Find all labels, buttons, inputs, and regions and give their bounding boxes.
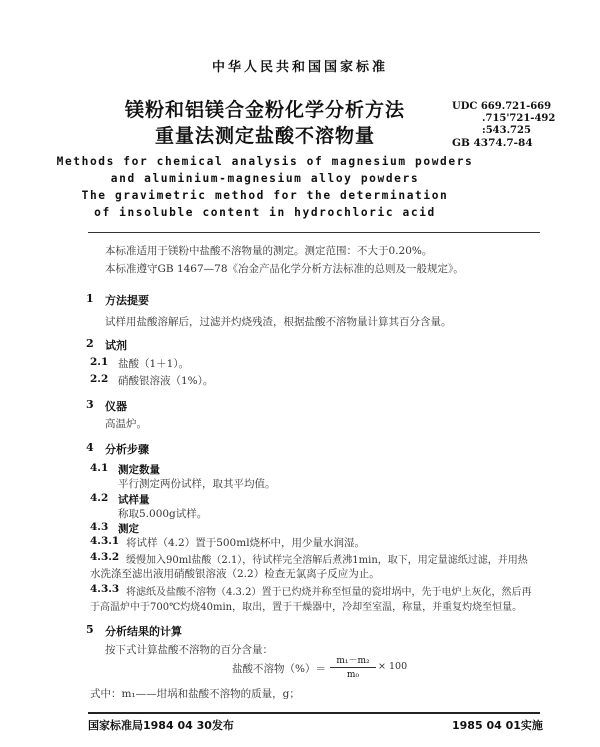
national-standard-heading: 中华人民共和国国家标准 [211,60,388,75]
sub-4-3-number: 4.3 [90,521,109,533]
sub-4-3-1-number: 4.3.1 [90,535,120,547]
header-divider [88,232,540,233]
formula-denominator: m₀ [346,670,360,680]
section3-text: 高温炉。 [105,418,147,430]
sub-4-2-title: 试样量 [118,494,150,506]
sub-4-3-1-text: 将试样（4.2）置于500ml烧杯中，用少量水润湿。 [126,537,366,549]
sub-4-3-2-line1: 缓慢加入90ml盐酸（2.1），待试样完全溶解后煮沸1min，取下，用定量滤纸过滤，并用热 [126,555,528,566]
udc-code-2: .715'721-492 [482,113,556,124]
section2-number: 2 [86,337,94,350]
section4-title: 分析步骤 [105,443,149,456]
sub-4-1-number: 4.1 [90,462,109,474]
formula-multiplier: × 100 [378,661,408,672]
title-en-line3: The gravimetric method for the determination [81,189,449,202]
sub-4-1-title: 测定数量 [118,464,160,476]
title-en-line2: and aluminium-magnesium alloy powders [110,172,420,185]
section3-number: 3 [86,398,94,411]
section2-title: 试剂 [105,339,127,352]
intro-line2: 本标准遵守GB 1467—78《冶金产品化学分析方法标准的总则及一般规定》。 [105,263,464,275]
intro-line1: 本标准适用于镁粉中盐酸不溶物量的测定。测定范围：不大于0.20%。 [105,245,433,257]
udc-code-3: :543.725 [482,125,531,136]
section5-number: 5 [86,623,94,636]
sub-4-3-2-number: 4.3.2 [90,551,120,563]
gb-code: GB 4374.7-84 [452,137,533,149]
formula-numerator: m₁－m₂ [336,656,370,666]
section4-number: 4 [86,441,94,454]
title-en-line4: of insoluble content in hydrochloric acid [94,206,436,219]
sub-4-2-number: 4.2 [90,492,109,504]
section1-text: 试样用盐酸溶解后，过滤并灼烧残渣，根据盐酸不溶物量计算其百分含量。 [105,316,452,328]
item-2-1-text: 盐酸（1＋1）。 [118,358,190,370]
item-2-1-number: 2.1 [90,356,109,368]
sub-4-3-3-number: 4.3.3 [90,583,120,595]
issue-date: 国家标准局1984 04 30发布 [88,719,234,732]
section1-title: 方法提要 [105,294,149,307]
sub-4-3-3-line1: 将滤纸及盐酸不溶物（4.3.2）置于已灼烧并称至恒量的瓷坩埚中，先于电炉上灰化，然后再 [126,587,532,598]
section1-number: 1 [86,292,94,305]
title-cn-line2: 重量法测定盐酸不溶物量 [154,125,375,147]
formula-fraction-bar [330,667,376,668]
section3-title: 仪器 [105,400,127,413]
title-en-line1: Methods for chemical analysis of magnesium powders [56,155,474,168]
udc-code-1: UDC 669.721-669 [452,101,552,112]
title-cn-line1: 镁粉和铝镁合金粉化学分析方法 [124,99,405,121]
sub-4-1-text: 平行测定两份试样，取其平均值。 [118,478,276,490]
implementation-date: 1985 04 01实施 [452,719,543,732]
item-2-2-text: 硝酸银溶液（1%）。 [118,375,214,387]
section5-intro: 按下式计算盐酸不溶物的百分含量： [105,644,273,656]
sub-4-3-3-line2: 于高温炉中于700℃灼烧40min，取出，置于干燥器中，冷却至室温，称量，并重复灼烧至恒量。 [90,602,523,613]
sub-4-3-2-line2: 水洗涤至滤出液用硝酸银溶液（2.2）检查无氯离子反应为止。 [90,568,380,580]
formula-where: 式中：m₁——坩埚和盐酸不溶物的质量，g； [90,688,300,700]
sub-4-2-text: 称取5.000g试样。 [118,508,208,520]
sub-4-3-title: 测定 [118,523,139,535]
item-2-2-number: 2.2 [90,373,109,385]
footer-divider [88,712,540,714]
formula-lhs: 盐酸不溶物（%）＝ [232,663,326,675]
section5-title: 分析结果的计算 [105,625,182,638]
